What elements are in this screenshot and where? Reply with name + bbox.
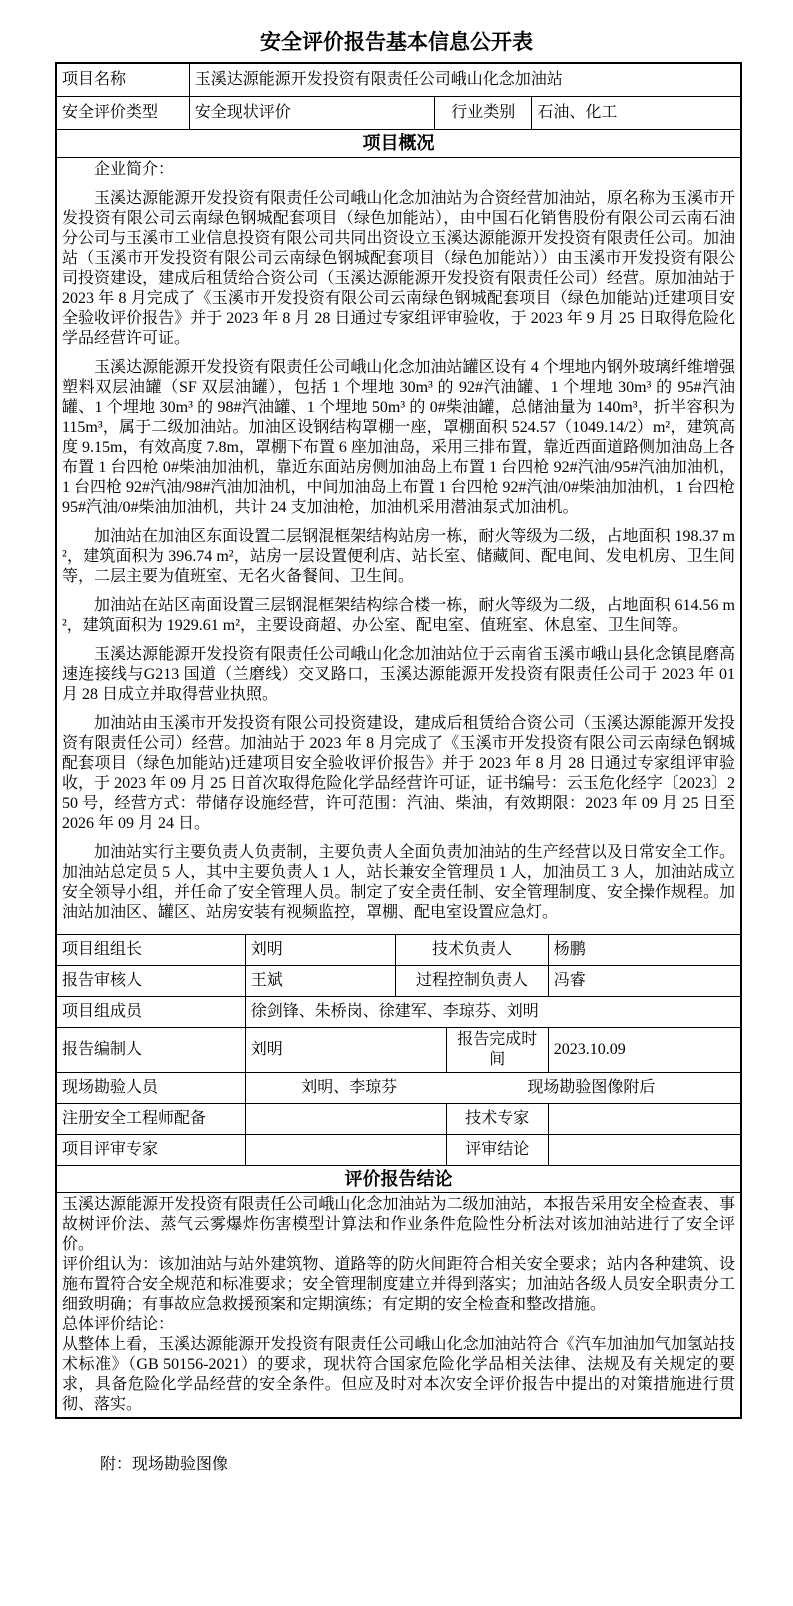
paragraph: 加油站实行主要负责人负责制，主要负责人全面负责加油站的生产经营以及日常安全工作。加油站总定员 5 人，其中主要负责人 1 人，站长兼安全管理员 1 人，加油员工 3 人，加油站成立安全领导小组，并任命了安全管理人员。制定了安全责任制、安全管理制度、安全操作规程。加油站加油区、罐区、站房安装有视频监控，罩棚、配电室设置应急灯。 — [62, 843, 735, 921]
site-survey-label: 现场勘验人员 — [57, 1072, 246, 1103]
team-members-value: 徐剑锋、朱桥岗、徐建军、李琼芬、刘明 — [245, 996, 740, 1027]
tech-expert-value — [548, 1103, 740, 1134]
basic-info-section — [56, 63, 741, 130]
tech-lead-value: 杨鹏 — [548, 934, 740, 965]
review-expert-label: 项目评审专家 — [57, 1134, 246, 1165]
conclusion-header: 评价报告结论 — [57, 1165, 741, 1193]
paragraph: 加油站由玉溪市开发投资有限公司投资建设，建成后租赁给合资公司（玉溪达源能源开发投资有限责任公司）经营。加油站于 2023 年 8 月完成了《玉溪市开发投资有限公司云南绿色钢城配套项目（绿色加能站)迁建项目安全验收评价报告》并于 2023 年 8 月 28 日通过专家组评审验收，于 2023 年 09 月 25 日首次取得危险化学品经营许可证，证书编号：云玉危化经字〔2023〕250 号，经营方式：带储存设施经营，许可范围：汽油、柴油，有效期限：2023 年 09 月 25 日至 2026 年 09 月 24 日。 — [62, 714, 735, 832]
table-row — [57, 97, 741, 130]
table-row — [57, 965, 741, 996]
table-row — [57, 1027, 741, 1072]
process-control-label: 过程控制负责人 — [396, 965, 549, 996]
tech-lead-label: 技术负责人 — [396, 934, 549, 965]
table-row — [57, 157, 741, 934]
table-row — [57, 934, 741, 965]
conclusion-paragraphs — [62, 1195, 735, 1415]
review-conclusion-value — [548, 1134, 740, 1165]
report-reviewer-value: 王斌 — [245, 965, 395, 996]
review-conclusion-label: 评审结论 — [446, 1134, 548, 1165]
attachment-note: 附：现场勘验图像 — [100, 1456, 229, 1473]
paragraph: 玉溪达源能源开发投资有限责任公司峨山化念加油站为二级加油站，本报告采用安全检查表、事故树评价法、蒸气云雾爆炸伤害模型计算法和作业条件危险性分析法对该加油站进行了安全评价。 — [62, 1196, 735, 1253]
table-row — [57, 1072, 741, 1103]
eval-type-value: 安全现状评价 — [189, 97, 435, 130]
review-expert-value — [245, 1134, 446, 1165]
paragraph: 从整体上看，玉溪达源能源开发投资有限责任公司峨山化念加油站符合《汽车加油加气加氢站技术标准》（GB 50156-2021）的要求，现状符合国家危险化学品相关法律、法规及有关规定的要求，具备危险化学品经营的安全条件。但应及时对本次安全评价报告中提出的对策措施进行贯彻、落实。 — [62, 1336, 735, 1413]
industry-value: 石油、化工 — [532, 97, 741, 130]
registered-engineer-label: 注册安全工程师配备 — [57, 1103, 246, 1134]
personnel-section — [56, 934, 741, 1166]
conclusion-header-section — [56, 1165, 741, 1194]
project-name-value: 玉溪达源能源开发投资有限责任公司峨山化念加油站 — [189, 64, 740, 97]
project-name-label: 项目名称 — [57, 64, 190, 97]
paragraph: 总体评价结论： — [62, 1316, 175, 1333]
paragraph: 评价组认为：该加油站与站外建筑物、道路等的防火间距符合相关安全要求；站内各种建筑、设施布置符合安全规范和标准要求；安全管理制度建立并得到落实；加油站各级人员安全职责分工细致明确；有事故应急救援预案和定期演练；有定期的安全检查和整改措施。 — [62, 1256, 735, 1313]
overview-text-cell — [57, 157, 741, 934]
team-leader-label: 项目组组长 — [57, 934, 246, 965]
eval-type-label: 安全评价类型 — [57, 97, 190, 130]
table-row — [57, 1193, 741, 1418]
report-compiler-value: 刘明 — [245, 1027, 446, 1072]
table-row — [57, 1165, 741, 1193]
industry-label: 行业类别 — [435, 97, 532, 130]
overview-header: 项目概况 — [57, 130, 741, 158]
company-intro-label: 企业简介： — [94, 160, 175, 178]
table-row — [57, 996, 741, 1027]
paragraph: 加油站在加油区东面设置二层钢混框架结构站房一栋，耐火等级为二级，占地面积 198.37 m²，建筑面积为 396.74 m²，站房一层设置便利店、站长室、储藏间、配电间、发电机房、卫生间等，二层主要为值班室、无名火备餐间、卫生间。 — [62, 527, 735, 585]
site-survey-cell — [245, 1072, 740, 1103]
report-compiler-label: 报告编制人 — [57, 1027, 246, 1072]
paragraph: 加油站在站区南面设置三层钢混框架结构综合楼一栋，耐火等级为二级，占地面积 614.56 m²，建筑面积为 1929.61 m²，主要设商超、办公室、配电室、值班室、休息室、卫生间等。 — [62, 596, 735, 634]
conclusion-text-cell — [57, 1193, 741, 1418]
completion-time-value: 2023.10.09 — [548, 1027, 740, 1072]
completion-time-label: 报告完成时间 — [446, 1027, 548, 1072]
report-reviewer-label: 报告审核人 — [57, 965, 246, 996]
conclusion-section — [56, 1192, 741, 1418]
process-control-value: 冯睿 — [548, 965, 740, 996]
team-leader-value: 刘明 — [245, 934, 395, 965]
overview-paragraphs — [62, 189, 735, 923]
overview-section — [56, 157, 741, 935]
tech-expert-label: 技术专家 — [446, 1103, 548, 1134]
registered-engineer-value — [245, 1103, 446, 1134]
team-members-label: 项目组成员 — [57, 996, 246, 1027]
site-survey-value: 刘明、李琼芬 — [301, 1078, 398, 1096]
table-row — [57, 64, 741, 97]
paragraph: 玉溪达源能源开发投资有限责任公司峨山化念加油站为合资经营加油站，原名称为玉溪市开发投资有限公司云南绿色钢城配套项目（绿色加能站），由中国石化销售股份有限公司云南石油分公司与玉溪市工业信息投资有限公司共同出资设立玉溪达源能源开发投资有限责任公司。加油站（玉溪市开发投资有限公司云南绿色钢城配套项目（绿色加能站））由玉溪市开发投资有限公司投资建设，建成后租赁给合资公司（玉溪达源能源开发投资有限责任公司）经营。原加油站于 2023 年 8 月完成了《玉溪市开发投资有限公司云南绿色钢城配套项目（绿色加能站)迁建项目安全验收评价报告》并于 2023 年 8 月 28 日通过专家组评审验收，于 2023 年 9 月 25 日取得危险化学品经营许可证。 — [62, 189, 735, 347]
paragraph: 玉溪达源能源开发投资有限责任公司峨山化念加油站位于云南省玉溪市峨山县化念镇昆磨高速连接线与G213 国道（兰磨线）交叉路口，玉溪达源能源开发投资有限责任公司于 2023 年 01 月 28 日成立并取得营业执照。 — [62, 645, 735, 703]
page-title: 安全评价报告基本信息公开表 — [260, 30, 533, 54]
table-row — [57, 130, 741, 158]
info-disclosure-table — [55, 62, 742, 1419]
overview-header-section — [56, 129, 741, 158]
site-survey-note: 现场勘验图像附后 — [527, 1078, 656, 1096]
table-row — [57, 1134, 741, 1165]
paragraph: 玉溪达源能源开发投资有限责任公司峨山化念加油站罐区设有 4 个埋地内钢外玻璃纤维增强塑料双层油罐（SF 双层油罐），包括 1 个埋地 30m³ 的 92#汽油罐、1 个埋地 30m³ 的 95#汽油罐、1 个埋地 30m³ 的 98#汽油罐、1 个埋地 50m³ 的 0#柴油罐，总储油量为 140m³，折半容积为 115m³，属于二级加油站。加油区设钢结构罩棚一座，罩棚面积 524.57（1049.14/2）m²，建筑高度 9.15m，有效高度 7.8m，罩棚下布置 6 座加油岛，采用三排布置，靠近西面道路侧加油岛上各布置 1 台四枪 0#柴油加油机，靠近东面站房侧加油岛上布置 1 台四枪 92#汽油/95#汽油加油机，1 台四枪 92#汽油/98#汽油加油机，中间加油岛上布置 1 台四枪 92#汽油/0#柴油加油机，1 台四枪 95#汽油/0#柴油加油机，共计 24 支加油枪，加油机采用潜油泵式加油机。 — [62, 358, 735, 516]
table-row — [57, 1103, 741, 1134]
